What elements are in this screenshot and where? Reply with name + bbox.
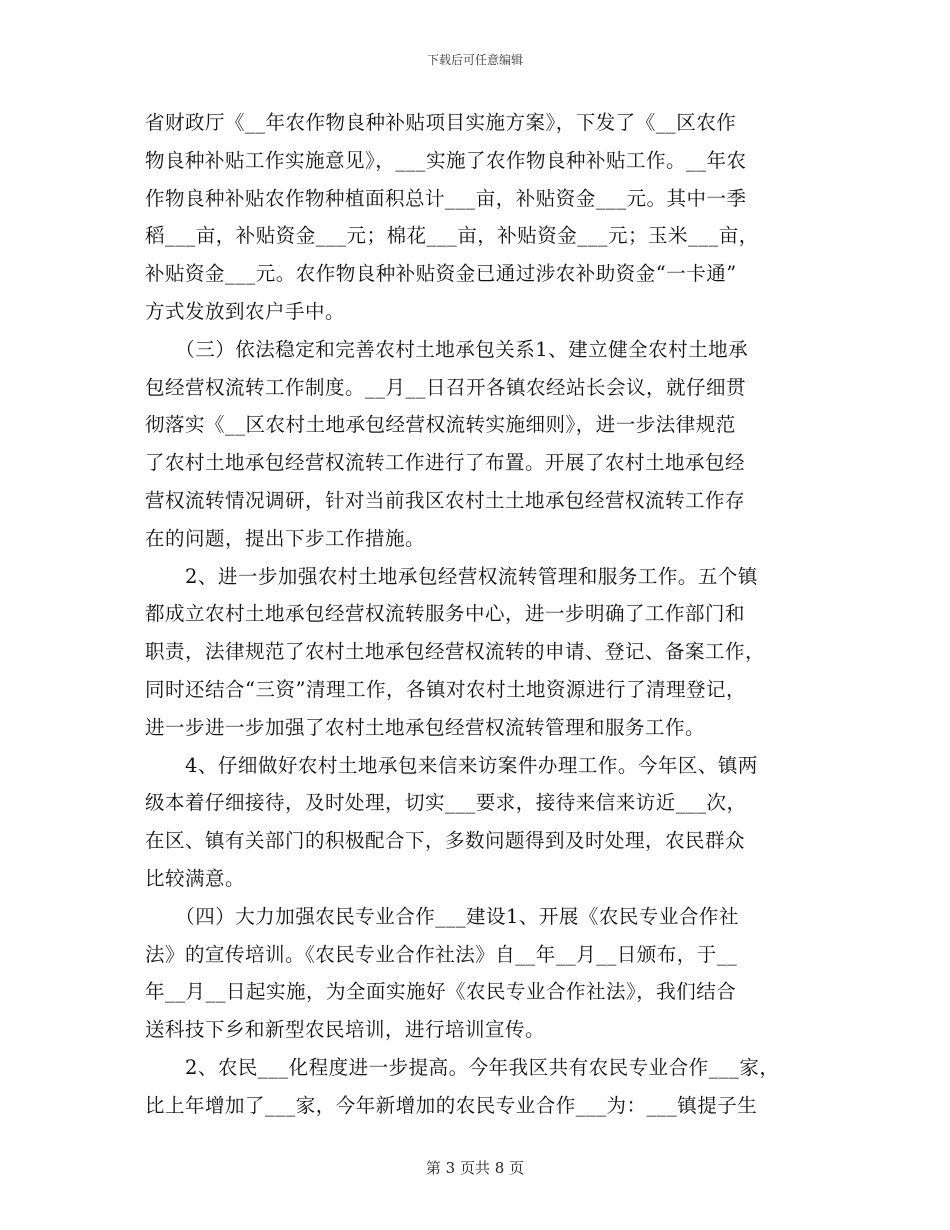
text-line: 比上年增加了___家，今年新增加的农民专业合作___为：___镇提子生	[145, 1093, 758, 1117]
text-line: 职责，法律规范了农村土地承包经营权流转的申请、登记、备案工作，	[145, 640, 766, 664]
text-line: 营权流转情况调研，针对当前我区农村土土地承包经营权流转工作存	[145, 488, 746, 512]
text-line: 2、农民___化程度进一步提高。今年我区共有农民专业合作___家，	[145, 1055, 780, 1079]
text-line: 补贴资金___元。农作物良种补贴资金已通过涉农补助资金“一卡通”	[145, 262, 737, 286]
text-line: 物良种补贴工作实施意见》，___实施了农作物良种补贴工作。__年农	[145, 148, 747, 172]
text-line: 作物良种补贴农作物种植面积总计___亩，补贴资金___元。其中一季	[145, 186, 747, 210]
text-line: 在的问题，提出下步工作措施。	[145, 526, 426, 550]
text-line: 进一步进一步加强了农村土地承包经营权流转管理和服务工作。	[145, 715, 706, 739]
text-line: 方式发放到农户手中。	[145, 299, 346, 323]
text-line: 送科技下乡和新型农民培训，进行培训宣传。	[145, 1018, 546, 1042]
text-line: 彻落实《__区农村土地承包经营权流转实施细则》，进一步法律规范	[145, 413, 736, 437]
text-line: 稻___亩，补贴资金___元；棉花___亩，补贴资金___元；玉米___亩，	[145, 224, 759, 248]
text-line: 包经营权流转工作制度。__月__日召开各镇农经站长会议，就仔细贯	[145, 375, 747, 399]
document-body	[145, 104, 810, 1125]
text-line: 同时还结合“三资”清理工作，各镇对农村土地资源进行了清理登记，	[145, 677, 746, 701]
text-line: 4、仔细做好农村土地承包来信来访案件办理工作。今年区、镇两	[145, 753, 758, 777]
text-line: 都成立农村土地承包经营权流转服务中心，进一步明确了工作部门和	[145, 602, 746, 626]
text-line: 省财政厅《__年农作物良种补贴项目实施方案》，下发了《__区农作	[145, 111, 737, 134]
page-header: 下载后可任意编辑	[426, 53, 523, 67]
text-line: 在区、镇有关部门的积极配合下，多数问题得到及时处理，农民群众	[145, 829, 746, 853]
page-number: 第 3 页共 8 页	[425, 1159, 525, 1177]
text-line: 了农村土地承包经营权流转工作进行了布置。开展了农村土地承包经	[145, 451, 746, 475]
text-line: 比较满意。	[145, 866, 246, 890]
text-line: 2、进一步加强农村土地承包经营权流转管理和服务工作。五个镇	[145, 564, 758, 588]
text-line: （三）依法稳定和完善农村土地承包关系1、建立健全农村土地承	[145, 337, 749, 361]
text-line: 级本着仔细接待，及时处理，切实___要求，接待来信来访近___次，	[145, 791, 747, 815]
text-line: （四）大力加强农民专业合作___建设1、开展《农民专业合作社	[145, 904, 739, 928]
text-line: 法》的宣传培训。《农民专业合作社法》自__年__月__日颁布，于__	[145, 942, 738, 966]
text-line: 年__月__日起实施，为全面实施好《农民专业合作社法》，我们结合	[145, 980, 737, 1004]
